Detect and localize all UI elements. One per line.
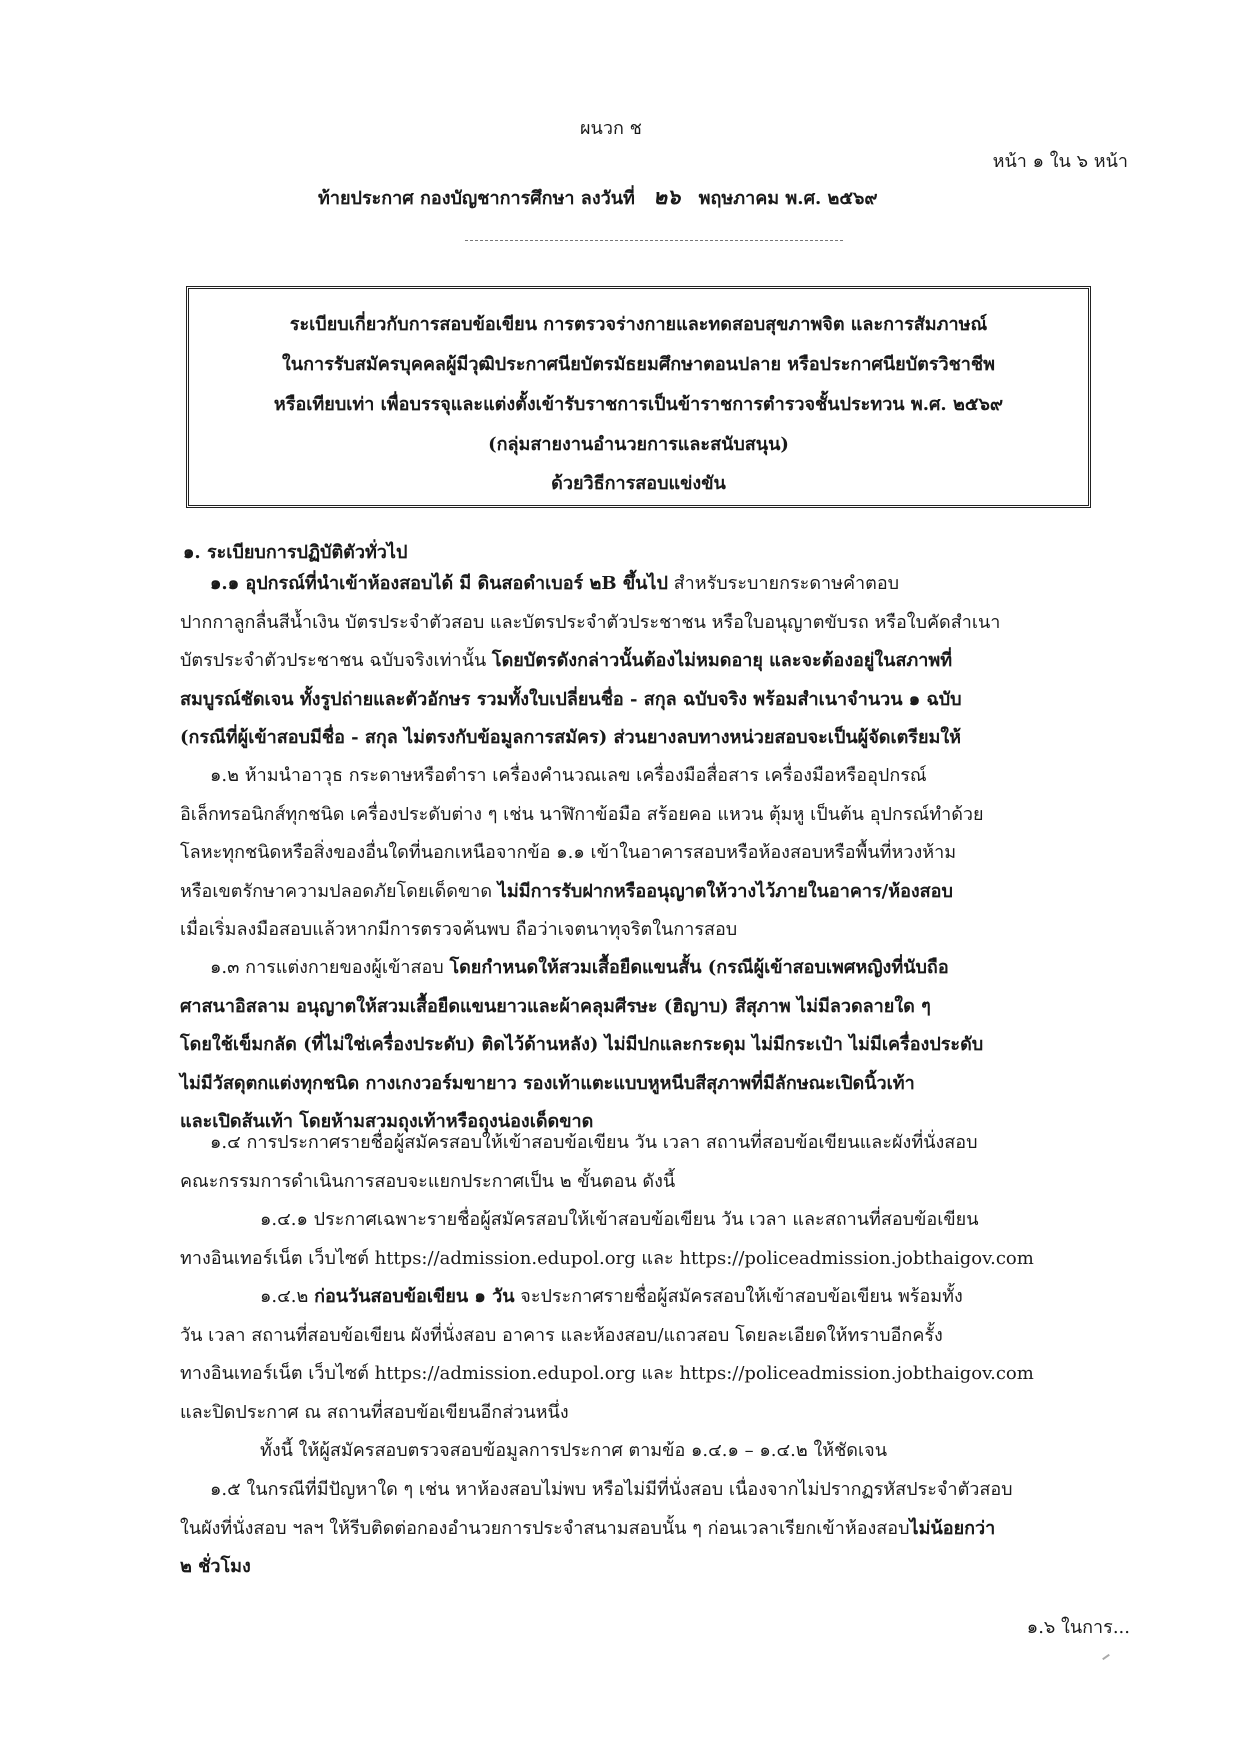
p12-line2: อิเล็กทรอนิกส์ทุกชนิด เครื่องประดับต่าง ๆ เช่น นาฬิกาข้อมือ สร้อยคอ แหวน ตุ้มหู เป็นต้น อุปกรณ์ทำด้วย [180,803,984,825]
announcement-day: ๒๖ [653,184,681,209]
p11-line2: ปากกาลูกลื่นสีน้ำเงิน บัตรประจำตัวสอบ และบัตรประจำตัวประชาชน หรือใบอนุญาตขับรถ หรือใบคัดสำเนา [180,611,1001,633]
title-line-2: ในการรับสมัครบุคคลผู้มีวุฒิประกาศนียบัตรมัธยมศึกษาตอนปลาย หรือประกาศนียบัตรวิชาชีพ [282,354,995,375]
p12-line4-pre: หรือเขตรักษาความปลอดภัยโดยเด็ดขาด [180,880,498,902]
p14-sub2-line3: ทางอินเทอร์เน็ต เว็บไซต์ https://admission.edupol.org และ https://policeadmission.jobthaigov.com [180,1363,1034,1384]
page-info: หน้า ๑ ใน ๖ หน้า [992,151,1128,172]
annex-label: ผนวก ช [580,118,642,139]
paragraph-1-5 [180,1471,1130,1587]
p15-line2-pre: ในผังที่นั่งสอบ ฯลฯ ให้รีบติดต่อกองอำนวยการประจำสนามสอบนั้น ๆ ก่อนเวลาเรียกเข้าห้องสอบ [180,1517,910,1539]
p13-line1-pre: ๑.๓ การแต่งกายของผู้เข้าสอบ [210,957,450,978]
title-line-4: (กลุ่มสายงานอำนวยการและสนับสนุน) [488,434,789,455]
p13-line3-bold: โดยใช้เข็มกลัด (ที่ไม่ใช่เครื่องประดับ) ติดไว้ด้านหลัง) ไม่มีปกและกระดุม ไม่มีกระเป๋า ไม่มีเครื่องประดับ [180,1034,984,1055]
title-box [186,286,1091,508]
p13-line2-bold: ศาสนาอิสลาม อนุญาตให้สวมเสื้อยืดแขนยาวและผ้าคลุมศีรษะ (ฮิญาบ) สีสุภาพ ไม่มีลวดลายใด ๆ [180,995,931,1017]
title-line-1: ระเบียบเกี่ยวกับการสอบข้อเขียน การตรวจร่างกายและทดสอบสุขภาพจิต และการสัมภาษณ์ [289,314,988,335]
title-line-5: ด้วยวิธีการสอบแข่งขัน [551,473,726,494]
announcement-month-year: พฤษภาคม พ.ศ. ๒๕๖๙ [698,188,878,209]
p14-line1: ๑.๔ การประกาศรายชื่อผู้สมัครสอบให้เข้าสอบข้อเขียน วัน เวลา สถานที่สอบข้อเขียนและผังที่นั่งสอบ [210,1132,978,1153]
paragraph-1-4 [180,1124,1130,1471]
p12-line1: ๑.๒ ห้ามนำอาวุธ กระดาษหรือตำรา เครื่องคำนวณเลข เครื่องมือสื่อสาร เครื่องมือหรืออุปกรณ์ [210,765,927,786]
dashed-divider [465,240,843,241]
paragraph-1-1 [180,565,1130,758]
p14-sub2-rest: จะประกาศรายชื่อผู้สมัครสอบให้เข้าสอบข้อเขียน พร้อมทั้ง [514,1286,963,1307]
p11-line5-bold: (กรณีที่ผู้เข้าสอบมีชื่อ - สกุล ไม่ตรงกับข้อมูลการสมัคร) ส่วนยางลบทางหน่วยสอบจะเป็นผู้จัดเตรียมให้ [180,727,962,748]
p14-sub2-pre: ๑.๔.๒ [260,1286,315,1307]
p14-sub2-bold: ก่อนวันสอบข้อเขียน ๑ วัน [314,1286,515,1307]
p11-line1-bold: ๑.๑ อุปกรณ์ที่นำเข้าห้องสอบได้ มี ดินสอดำเบอร์ ๒B ขึ้นไป [210,573,668,594]
section-heading: ๑. ระเบียบการปฏิบัติตัวทั่วไป [183,542,408,563]
p13-line4-bold: ไม่มีวัสดุตกแต่งทุกชนิด กางเกงวอร์มขายาว รองเท้าแตะแบบหูหนีบสีสุภาพที่มีลักษณะเปิดนิ้วเท้า [180,1072,915,1094]
p14-sub2-line2: วัน เวลา สถานที่สอบข้อเขียน ผังที่นั่งสอบ อาคาร และห้องสอบ/แถวสอบ โดยละเอียดให้ทราบอีกครั้ง [180,1324,943,1346]
p11-line4-bold: สมบูรณ์ชัดเจน ทั้งรูปถ่ายและตัวอักษร รวมทั้งใบเปลี่ยนชื่อ - สกุล ฉบับจริง พร้อมสำเนาจำนวน ๑ ฉบับ [180,688,962,710]
p14-sub2-line4: และปิดประกาศ ณ สถานที่สอบข้อเขียนอีกส่วนหนึ่ง [180,1401,569,1423]
p14-line2: คณะกรรมการดำเนินการสอบจะแยกประกาศเป็น ๒ ขั้นตอน ดังนี้ [180,1170,676,1192]
p12-line4-bold: ไม่มีการรับฝากหรืออนุญาตให้วางไว้ภายในอาคาร/ห้องสอบ [497,880,953,902]
p15-line3-bold: ๒ ชั่วโมง [180,1556,251,1577]
title-line-3: หรือเทียบเท่า เพื่อบรรจุและแต่งตั้งเข้ารับราชการเป็นข้าราชการตำรวจชั้นประทวน พ.ศ. ๒๕๖๙ [273,394,1004,415]
paragraph-1-2 [180,757,1130,950]
paragraph-1-3 [180,949,1130,1142]
p11-line1-rest: สำหรับระบายกระดาษคำตอบ [667,573,900,594]
p12-line5: เมื่อเริ่มลงมือสอบแล้วหากมีการตรวจค้นพบ ถือว่าเจตนาทุจริตในการสอบ [180,919,738,940]
p15-line2-bold: ไม่น้อยกว่า [909,1517,996,1539]
p11-line3-bold: โดยบัตรดังกล่าวนั้นต้องไม่หมดอายุ และจะต้องอยู่ในสภาพที่ [491,650,953,671]
p15-line1: ๑.๕ ในกรณีที่มีปัญหาใด ๆ เช่น หาห้องสอบไม่พบ หรือไม่มีที่นั่งสอบ เนื่องจากไม่ปรากฏรหัสประจำตัวสอบ [210,1479,1013,1500]
scan-mark [1102,1654,1110,1660]
continuation-note: ๑.๖ ในการ... [1026,1617,1130,1638]
p14-sub1-line2: ทางอินเทอร์เน็ต เว็บไซต์ https://admission.edupol.org และ https://policeadmission.jobthaigov.com [180,1247,1034,1269]
p13-line1-bold: โดยกำหนดให้สวมเสื้อยืดแขนสั้น (กรณีผู้เข้าสอบเพศหญิงที่นับถือ [449,957,949,978]
p11-line3-pre: บัตรประจำตัวประชาชน ฉบับจริงเท่านั้น [180,650,492,671]
p12-line3: โลหะทุกชนิดหรือสิ่งของอื่นใดที่นอกเหนือจากข้อ ๑.๑ เข้าในอาคารสอบหรือห้องสอบหรือพื้นที่หวงห้าม [180,842,957,863]
announcement-line [318,181,878,214]
p14-sub1-line1: ๑.๔.๑ ประกาศเฉพาะรายชื่อผู้สมัครสอบให้เข้าสอบข้อเขียน วัน เวลา และสถานที่สอบข้อเขียน [260,1209,979,1230]
p13-line5-bold: และเปิดส้นเท้า โดยห้ามสวมถุงเท้าหรือถุงน่องเด็ดขาด [180,1111,594,1132]
p14-note: ทั้งนี้ ให้ผู้สมัครสอบตรวจสอบข้อมูลการประกาศ ตามข้อ ๑.๔.๑ – ๑.๔.๒ ให้ชัดเจน [260,1440,888,1461]
announcement-text: ท้ายประกาศ กองบัญชาการศึกษา ลงวันที่ [318,188,635,209]
